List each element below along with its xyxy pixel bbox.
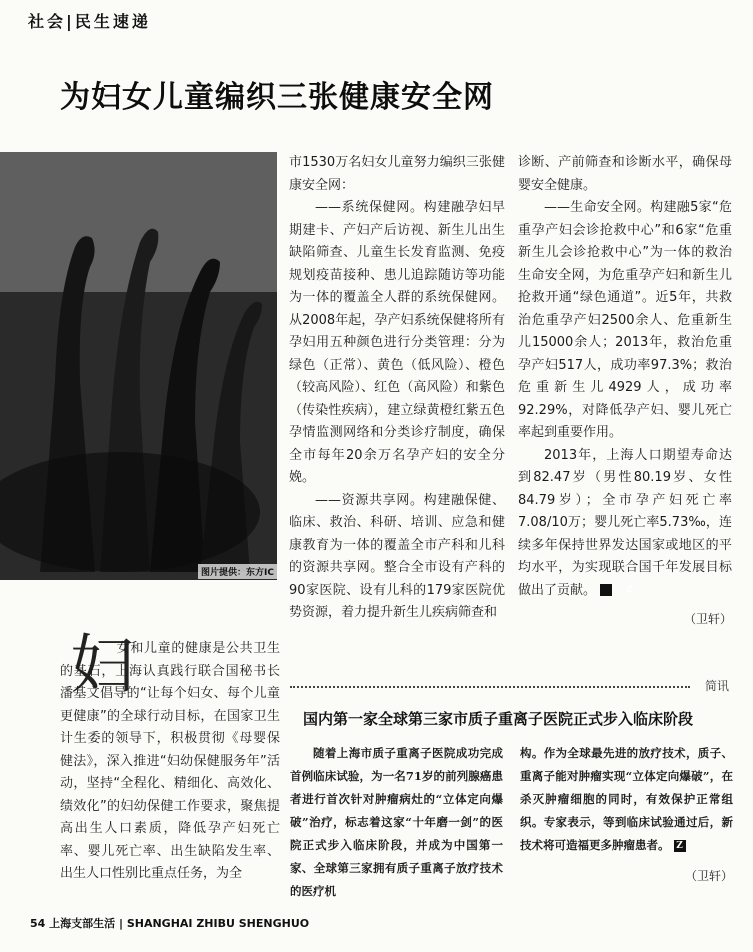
paragraph: ——系统保健网。构建融孕妇早期建卡、产妇产后访视、新生儿出生缺陷筛查、儿童生长发育监测、免疫规划疫苗接种、患儿追踪随访等功能为一体的覆盖全人群的系统保健网。从2008年起，孕产妇系统保健将所有孕妇用五种颜色进行分类管理：分为绿色（正常）、黄色（低风险）、橙色（较高风险）、红色（高风险）和紫色（传染性疾病），建立绿黄橙红紫五色孕情监测网络和分类诊疗制度，确保全市每年20余万名孕产妇的安全分娩。	[289, 200, 505, 485]
page-footer: 54 上海支部生活 | SHANGHAI ZHIBU SHENGHUO	[30, 917, 310, 930]
byline: （卫轩）	[683, 612, 732, 626]
article-title: 为妇女儿童编织三张健康安全网	[60, 80, 494, 115]
byline: （卫轩）	[684, 869, 733, 883]
brief-label: 简讯	[705, 679, 730, 693]
paragraph: 随着上海市质子重离子医院成功完成首例临床试验，为一名71岁的前列腺癌患者进行首次针对肿瘤病灶的“立体定向爆破”治疗，标志着这家“十年磨一剑”的医院正式步入临床阶段，并成为中国第一家、全球第三家拥有质子重离子放疗技术的医疗机	[290, 746, 503, 898]
article-column-right	[518, 152, 732, 631]
paragraph: ——生命安全网。构建融5家“危重孕产妇会诊抢救中心”和6家“危重新生儿会诊抢救中心”为一体的救治生命安全网，为危重孕产妇和新生儿抢救开通“绿色通道”。近5年，共救治危重孕产妇2500余人、危重新生儿15000余人；2013年，救治危重孕产妇517人，成功率97.3%；救治危重新生儿4929人，成功率92.29%，对降低孕产妇、婴儿死亡率起到重要作用。	[518, 200, 732, 440]
dropcap: 妇	[70, 629, 134, 703]
paragraph: 构。作为全球最先进的放疗技术，质子、重离子能对肿瘤实现“立体定向爆破”，在杀灭肿瘤细胞的同时，有效保护正常组织。专家表示，等到临床试验通过后，新技术将可造福更多肿瘤患者。	[520, 746, 733, 852]
article-intro	[60, 638, 280, 886]
paragraph-text: 2013年，上海人口期望寿命达到82.47岁（男性80.19岁、女性84.79岁）；全市孕产妇死亡率7.08/10万；婴儿死亡率5.73‰，连续多年保持世界发达国家或地区的平均水平，为实现联合国千年发展目标做出了贡献。	[518, 447, 732, 598]
article-photo	[0, 152, 277, 580]
brief-column-left	[290, 742, 503, 903]
section-tag: 社会|民生速递	[28, 12, 151, 31]
end-mark-icon: Z	[674, 840, 686, 852]
end-mark-icon: Z	[600, 584, 612, 596]
paragraph: 市1530万名妇女儿童努力编织三张健康安全网：	[289, 155, 505, 193]
paragraph: ——资源共享网。构建融保健、临床、救治、科研、培训、应急和健康教育为一体的覆盖全市产科和儿科的资源共享网。整合全市设有产科的90家医院、设有儿科的179家医院优势资源，着力提升新生儿疾病筛查和	[289, 492, 505, 620]
article-column-middle	[289, 152, 505, 625]
brief-title: 国内第一家全球第三家市质子重离子医院正式步入临床阶段	[303, 710, 694, 728]
giraffe-figurines-image	[0, 152, 277, 580]
intro-paragraph: 女和儿童的健康是公共卫生的基石，上海认真践行联合国秘书长潘基文倡导的“让每个妇女、每个儿童更健康”的全球行动目标，在国家卫生计生委的领导下，积极贯彻《母婴保健法》，深入推进“妇幼保健服务年”活动，坚持“全程化、精细化、高效化、绩效化”的妇幼保健工作要求，聚焦提高出生人口素质，降低孕产妇死亡率、婴儿死亡率、出生缺陷发生率、出生人口性别比重点任务，为全	[60, 641, 280, 881]
brief-divider	[290, 686, 690, 688]
paragraph	[518, 445, 732, 603]
brief-column-right	[520, 742, 733, 888]
paragraph: 诊断、产前筛查和诊断水平，确保母婴安全健康。	[518, 155, 732, 193]
photo-credit: 图片提供：东方IC	[198, 564, 277, 579]
